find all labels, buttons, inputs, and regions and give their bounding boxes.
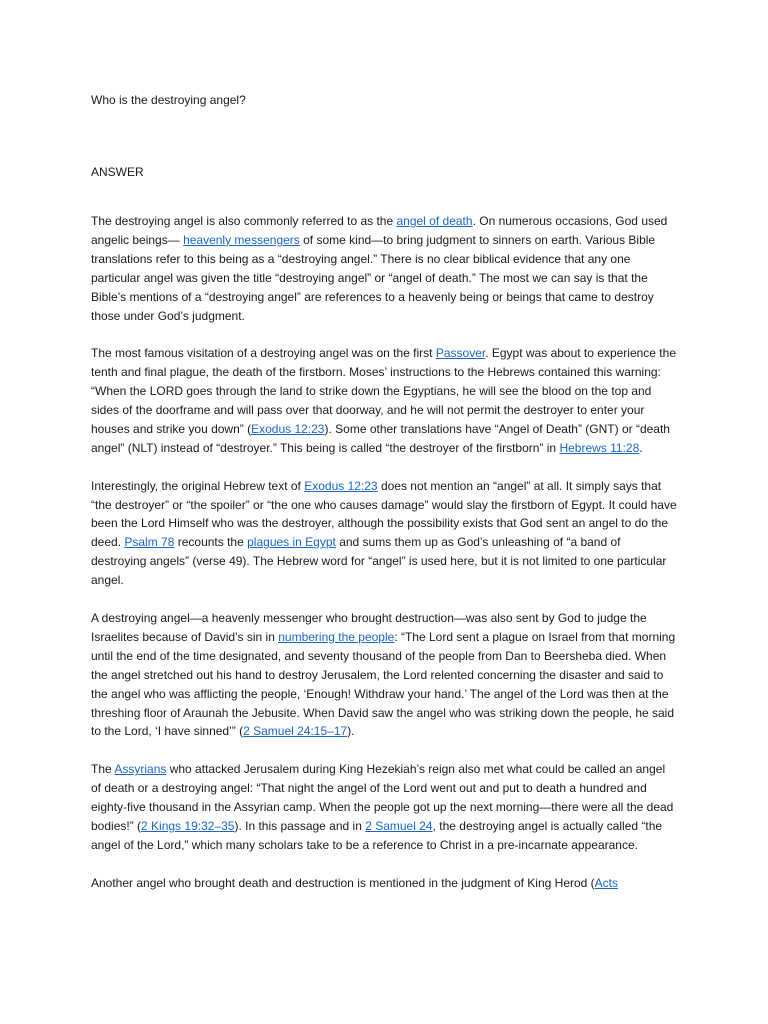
inline-link[interactable]: Exodus 12:23 <box>251 421 325 436</box>
paragraph-text: . On numerous occasions, God used angelic beings— <box>91 214 668 247</box>
inline-link[interactable]: numbering the people <box>278 629 395 644</box>
paragraph-text: does not mention an “angel” at all. It simply says that “the destroyer” or “the spoiler” or “the one who causes damage” would slay the firstborn of Egypt. It could have been the Lord Himself who was the destroyer, although the possibility exists that God sent an angel to do the deed. <box>91 478 677 550</box>
inline-link[interactable]: 2 Samuel 24 <box>365 818 433 833</box>
paragraph-text: . Egypt was about to experience the tenth and final plague, the death of the firstborn. Moses’ instructions to the Hebrews contained this warning: “When the LORD goes through the land to strike down the Egyptians, he will see the blood on the top and sides of the doorframe and will pass over that doorway, and he will not permit the destroyer to enter your houses and strike you down” ( <box>91 346 676 436</box>
inline-link[interactable]: 2 Kings 19:32–35 <box>141 818 235 833</box>
inline-link[interactable]: heavenly messengers <box>183 232 300 247</box>
paragraph <box>91 477 677 590</box>
paragraph-text: A destroying angel—a heavenly messenger who brought destruction—was also sent by God to judge the Israelites because of David’s sin in <box>91 610 647 644</box>
inline-link[interactable]: Psalm 78 <box>124 535 175 550</box>
inline-link[interactable]: Assyrians <box>114 762 167 777</box>
answer-heading: ANSWER <box>91 165 144 179</box>
paragraph-text: The destroying angel is also commonly referred to as the <box>91 214 397 228</box>
paragraph <box>91 609 677 741</box>
paragraph <box>91 760 677 855</box>
paragraph <box>91 874 677 893</box>
inline-link[interactable]: angel of death <box>396 214 473 228</box>
paragraph-text: : “The Lord sent a plague on Israel from that morning until the end of the time designated, and seventy thousand of the people from Dan to Beersheba died. When the angel stretched out his hand to destroy Jerusalem, the Lord relented concerning the disaster and said to the angel who was afflicting the people, ‘Enough! Withdraw your hand.’ The angel of the Lord was then at the threshing floor of Araunah the Jebusite. When David saw the angel who was striking down the people, he said to the Lord, ‘I have sinned’” ( <box>91 629 676 739</box>
paragraph-text: of some kind—to bring judgment to sinners on earth. Various Bible translations refer to this being as a “destroying angel.” There is no clear biblical evidence that any one particular angel was given the title “destroying angel” or “angel of death.” The most we can say is that the Bible’s mentions of a “destroying angel” are references to a heavenly being or beings that came to destroy those under God’s judgment. <box>91 232 656 323</box>
paragraph-text: , the destroying angel is actually called “the angel of the Lord,” which many scholars take to be a reference to Christ in a pre-incarnate appearance. <box>91 818 663 852</box>
inline-link[interactable]: plagues in Egypt <box>247 535 336 550</box>
paragraph-text: The <box>91 762 115 777</box>
paragraph-text: The most famous visitation of a destroying angel was on the first <box>91 346 436 361</box>
paragraph <box>91 344 677 457</box>
paragraph-text: Interestingly, the original Hebrew text of <box>91 478 305 493</box>
inline-link[interactable]: 2 Samuel 24:15–17 <box>243 724 348 739</box>
paragraph-text: . <box>639 440 643 455</box>
paragraph-text: ). Some other translations have “Angel of Death” (GNT) or “death angel” (NLT) instead of “destroyer.” This being is called “the destroyer of the firstborn” in <box>91 421 670 455</box>
paragraph-text: who attacked Jerusalem during King Hezekiah’s reign also met what could be called an angel of death or a destroying angel: “That night the angel of the Lord went out and put to death a hundred and eighty-five thousand in the Assyrian camp. When the people got up the next morning—there were all the dead bodies!” ( <box>91 762 674 833</box>
inline-link[interactable]: Hebrews 11:28 <box>559 440 640 455</box>
document-title: Who is the destroying angel? <box>91 93 246 107</box>
inline-link[interactable]: Passover <box>435 346 486 361</box>
paragraph-text: and sums them up as God’s unleashing of “a band of destroying angels” (verse 49). The Hebrew word for “angel” is used here, but it is not limited to one particular angel. <box>91 535 667 588</box>
inline-link[interactable]: Exodus 12:23 <box>304 478 378 493</box>
paragraph-text: recounts the <box>174 535 248 550</box>
paragraph-text: Another angel who brought death and destruction is mentioned in the judgment of King Herod ( <box>91 875 595 890</box>
paragraph-text: ). In this passage and in <box>234 818 366 833</box>
document-body <box>91 212 677 911</box>
paragraph-text: ). <box>347 724 355 739</box>
inline-link[interactable]: Acts <box>594 875 619 890</box>
paragraph <box>91 212 677 325</box>
